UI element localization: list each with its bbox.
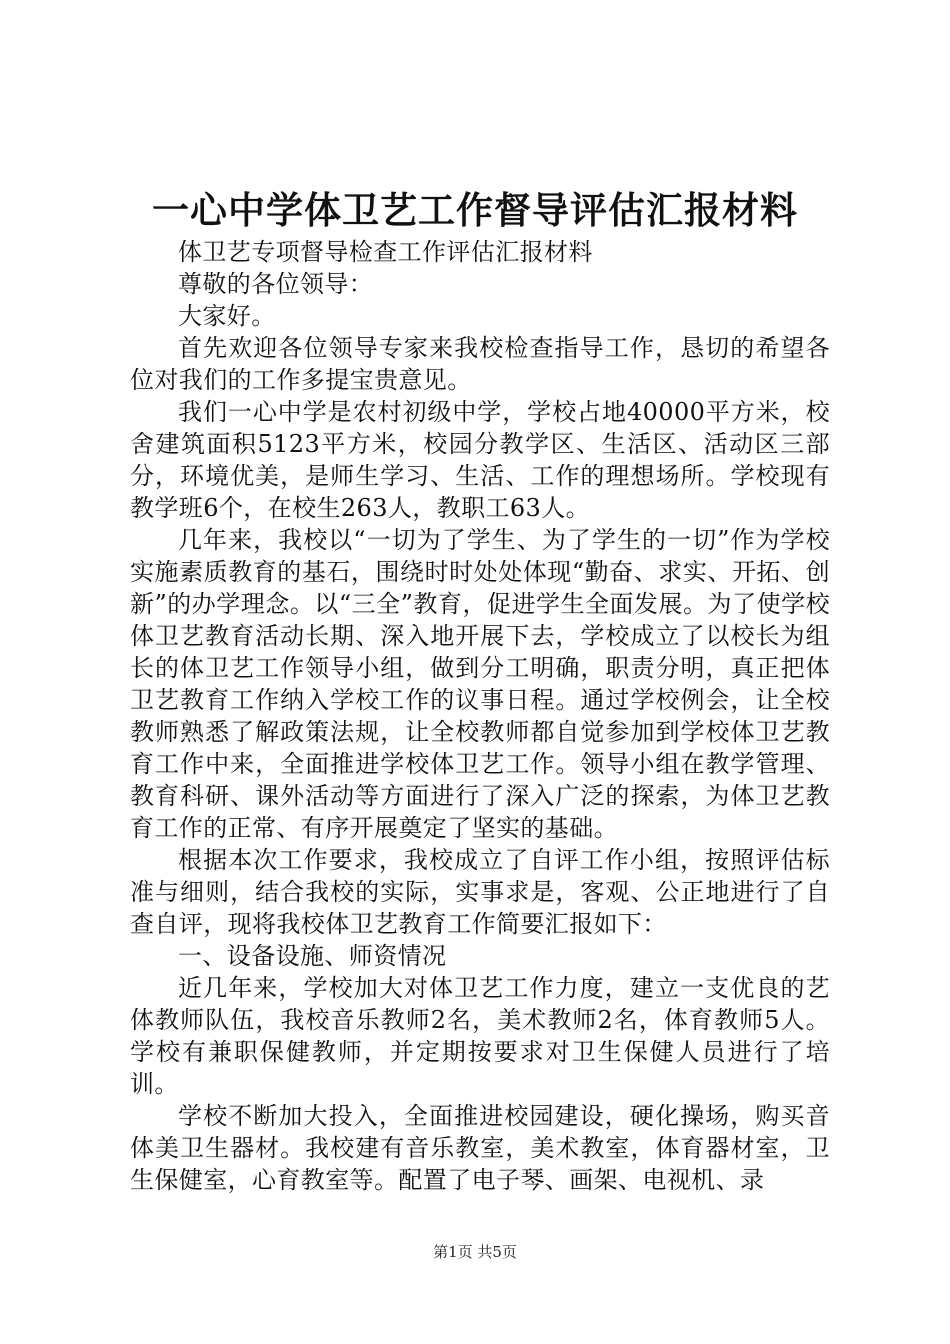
paragraph-teachers: 近几年来，学校加大对体卫艺工作力度，建立一支优良的艺体教师队伍，我校音乐教师2名，美术教师2名，体育教师5人。学校有兼职保健教师，并定期按要求对卫生保健人员进行了培训。 bbox=[130, 974, 830, 1098]
paragraph-greeting: 大家好。 bbox=[178, 302, 276, 330]
document-body bbox=[130, 236, 830, 1196]
section-heading-facilities: 一、设备设施、师资情况 bbox=[178, 942, 447, 970]
paragraph-leadership: 几年来，我校以“一切为了学生、为了学生的一切”作为学校实施素质教育的基石，围绕时时处处体现“勤奋、求实、开拓、创新”的办学理念。以“三全”教育，促进学生全面发展。为了使学校体卫艺教育活动长期、深入地开展下去，学校成立了以校长为组长的体卫艺工作领导小组，做到分工明确，职责分明，真正把体卫艺教育工作纳入学校工作的议事日程。通过学校例会，让全校教师熟悉了解政策法规，让全校教师都自觉参加到学校体卫艺教育工作中来，全面推进学校体卫艺工作。领导小组在教学管理、教育科研、课外活动等方面进行了深入广泛的探索，为体卫艺教育工作的正常、有序开展奠定了坚实的基础。 bbox=[130, 526, 830, 842]
paragraph-subtitle: 体卫艺专项督导检查工作评估汇报材料 bbox=[178, 238, 593, 266]
paragraph-equipment: 学校不断加大投入，全面推进校园建设，硬化操场，购买音体美卫生器材。我校建有音乐教室，美术教室，体育器材室，卫生保健室，心育教室等。配置了电子琴、画架、电视机、录 bbox=[130, 1102, 830, 1194]
document-title: 一心中学体卫艺工作督导评估汇报材料 bbox=[152, 188, 798, 232]
page-number-footer: 第1页 共5页 bbox=[433, 1243, 517, 1261]
paragraph-school-overview: 我们一心中学是农村初级中学，学校占地40000平方米，校舍建筑面积5123平方米，校园分教学区、生活区、活动区三部分，环境优美，是师生学习、生活、工作的理想场所。学校现有教学班6个，在校生263人，教职工63人。 bbox=[130, 398, 830, 522]
paragraph-welcome: 首先欢迎各位领导专家来我校检查指导工作，恳切的希望各位对我们的工作多提宝贵意见。 bbox=[130, 334, 830, 394]
paragraph-self-evaluation: 根据本次工作要求，我校成立了自评工作小组，按照评估标准与细则，结合我校的实际，实事求是，客观、公正地进行了自查自评，现将我校体卫艺教育工作简要汇报如下： bbox=[130, 846, 830, 938]
paragraph-salutation: 尊敬的各位领导： bbox=[178, 270, 374, 298]
